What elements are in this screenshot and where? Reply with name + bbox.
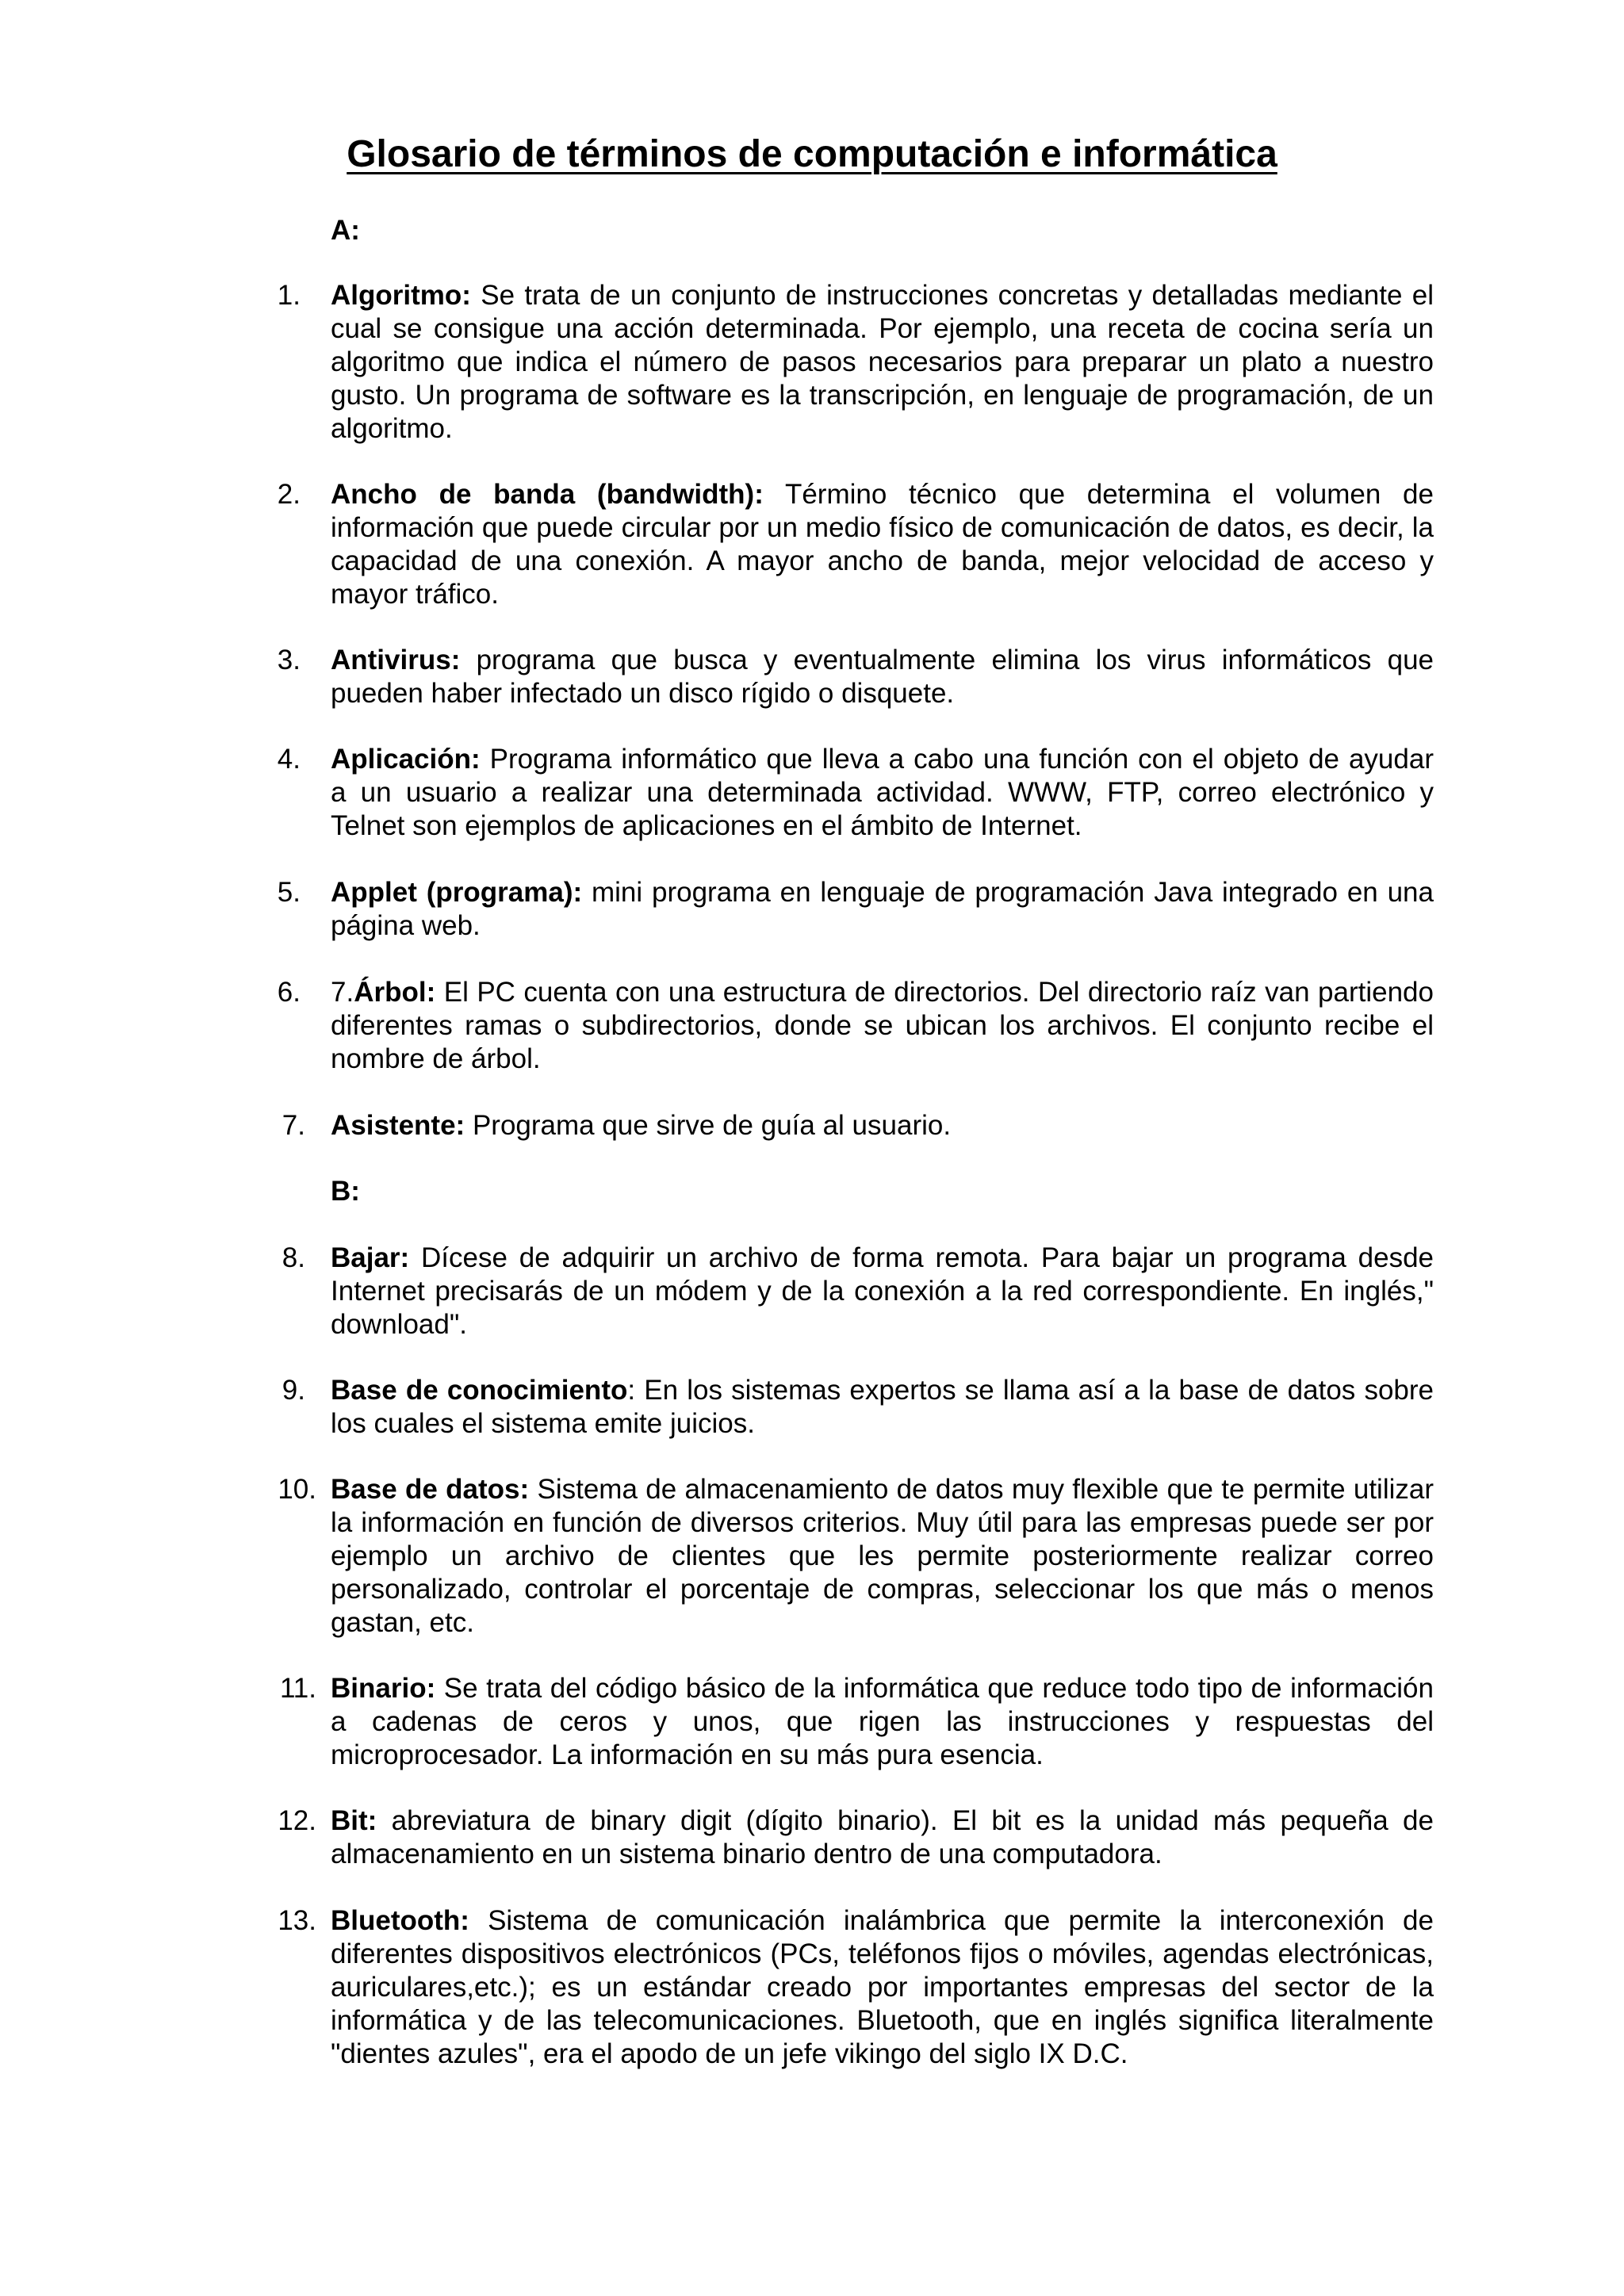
entry-number: 13. bbox=[278, 1905, 316, 1936]
entry-number: 7. bbox=[282, 1110, 305, 1141]
entry-definition: Se trata de un conjunto de instrucciones concretas y detalladas mediante el cual se consigue una acción determinada. Por ejemplo, una receta de cocina sería un algoritmo que indica el número de pasos necesarios para preparar un plato a nuestro gusto. Un programa de software es la transcripción, en lenguaje de programación, de un algoritmo. bbox=[331, 280, 1434, 444]
entry-definition: Programa informático que lleva a cabo una función con el objeto de ayudar a un usuario a realizar una determinada actividad. WWW, FTP, correo electrónico y Telnet son ejemplos de aplicaciones en el ámbito de Internet. bbox=[331, 744, 1434, 841]
entry-term: Base de conocimiento bbox=[331, 1375, 628, 1406]
entry-body bbox=[331, 279, 1434, 446]
entry-term: Árbol: bbox=[354, 977, 436, 1008]
entry-term: Bit: bbox=[331, 1805, 377, 1836]
entry-term: Antivirus: bbox=[331, 645, 461, 675]
entry-definition: Dícese de adquirir un archivo de forma remota. Para bajar un programa desde Internet precisarás de un módem y de la conexión a la red correspondiente. En inglés," download". bbox=[331, 1242, 1434, 1340]
entry-number: 8. bbox=[282, 1242, 305, 1273]
entry-definition: Se trata del código básico de la informática que reduce todo tipo de información a cadenas de ceros y unos, que rigen las instrucciones y respuestas del microprocesador. La información en su más pura esencia. bbox=[331, 1673, 1434, 1770]
entry-definition: Sistema de almacenamiento de datos muy flexible que te permite utilizar la información en función de diversos criterios. Muy útil para las empresas puede ser por ejemplo un archivo de clientes que les permite posteriormente realizar correo personalizado, controlar el porcentaje de compras, seleccionar los que más o menos gastan, etc. bbox=[331, 1474, 1434, 1638]
entry-body bbox=[331, 876, 1434, 943]
entry-definition: programa que busca y eventualmente elimina los virus informáticos que pueden haber infectado un disco rígido o disquete. bbox=[331, 645, 1434, 709]
entry-number: 9. bbox=[282, 1375, 305, 1406]
entry-number: 2. bbox=[277, 479, 301, 510]
entry-definition: mini programa en lenguaje de programación Java integrado en una página web. bbox=[331, 877, 1434, 941]
entry-body bbox=[331, 1904, 1434, 2071]
entry-term: Bluetooth: bbox=[331, 1905, 469, 1936]
entry-term: Bajar: bbox=[331, 1242, 410, 1273]
entry-prefix: 7. bbox=[331, 977, 354, 1008]
entry-number: 12. bbox=[278, 1805, 316, 1836]
entry-body bbox=[331, 976, 1434, 1076]
entry-body bbox=[331, 1804, 1434, 1871]
entry-body bbox=[331, 1672, 1434, 1772]
entry-term: Binario: bbox=[331, 1673, 436, 1704]
entry-number: 11. bbox=[279, 1673, 316, 1704]
entry-body bbox=[331, 1374, 1434, 1441]
entry-term: Aplicación: bbox=[331, 744, 481, 775]
entry-body bbox=[331, 644, 1434, 710]
entry-term: Ancho de banda (bandwidth): bbox=[331, 479, 764, 510]
entry-body bbox=[331, 743, 1434, 843]
entry-number: 4. bbox=[277, 744, 301, 775]
entry-body bbox=[331, 478, 1434, 611]
entry-definition: El PC cuenta con una estructura de directorios. Del directorio raíz van partiendo diferentes ramas o subdirectorios, donde se ubican los archivos. El conjunto recibe el nombre de árbol. bbox=[331, 977, 1434, 1074]
entry-definition: : En los sistemas expertos se llama así a la base de datos sobre los cuales el sistema emite juicios. bbox=[331, 1375, 1434, 1439]
entry-term: Asistente: bbox=[331, 1110, 465, 1141]
entry-term: Algoritmo: bbox=[331, 280, 471, 311]
entry-number: 1. bbox=[277, 280, 301, 311]
entry-term: Base de datos: bbox=[331, 1474, 530, 1505]
entry-definition: Programa que sirve de guía al usuario. bbox=[465, 1110, 952, 1141]
entry-definition: Sistema de comunicación inalámbrica que permite la interconexión de diferentes dispositivos electrónicos (PCs, teléfonos fijos o móviles, agendas electrónicas, auriculares,etc.); es un estándar creado por importantes empresas del sector de la informática y de las telecomunicaciones. Bluetooth, que en inglés significa literalmente "dientes azules", era el apodo de un jefe vikingo del siglo IX D.C. bbox=[331, 1905, 1434, 2069]
section-heading-a: A: bbox=[331, 215, 360, 246]
entry-term: Applet (programa): bbox=[331, 877, 583, 908]
entry-body bbox=[331, 1242, 1434, 1341]
entry-number: 10. bbox=[278, 1474, 316, 1505]
entry-number: 5. bbox=[277, 877, 301, 908]
entry-number: 6. bbox=[277, 977, 301, 1008]
entry-body bbox=[331, 1473, 1434, 1640]
entry-body bbox=[331, 1109, 1434, 1142]
entry-definition: Término técnico que determina el volumen de información que puede circular por un medio físico de comunicación de datos, es decir, la capacidad de una conexión. A mayor ancho de banda, mejor velocidad de acceso y mayor tráfico. bbox=[331, 479, 1434, 610]
entry-definition: abreviatura de binary digit (dígito binario). El bit es la unidad más pequeña de almacenamiento en un sistema binario dentro de una computadora. bbox=[331, 1805, 1434, 1869]
section-heading-b: B: bbox=[331, 1176, 360, 1207]
entry-number: 3. bbox=[277, 645, 301, 675]
document-title: Glosario de términos de computación e informática bbox=[347, 133, 1277, 175]
